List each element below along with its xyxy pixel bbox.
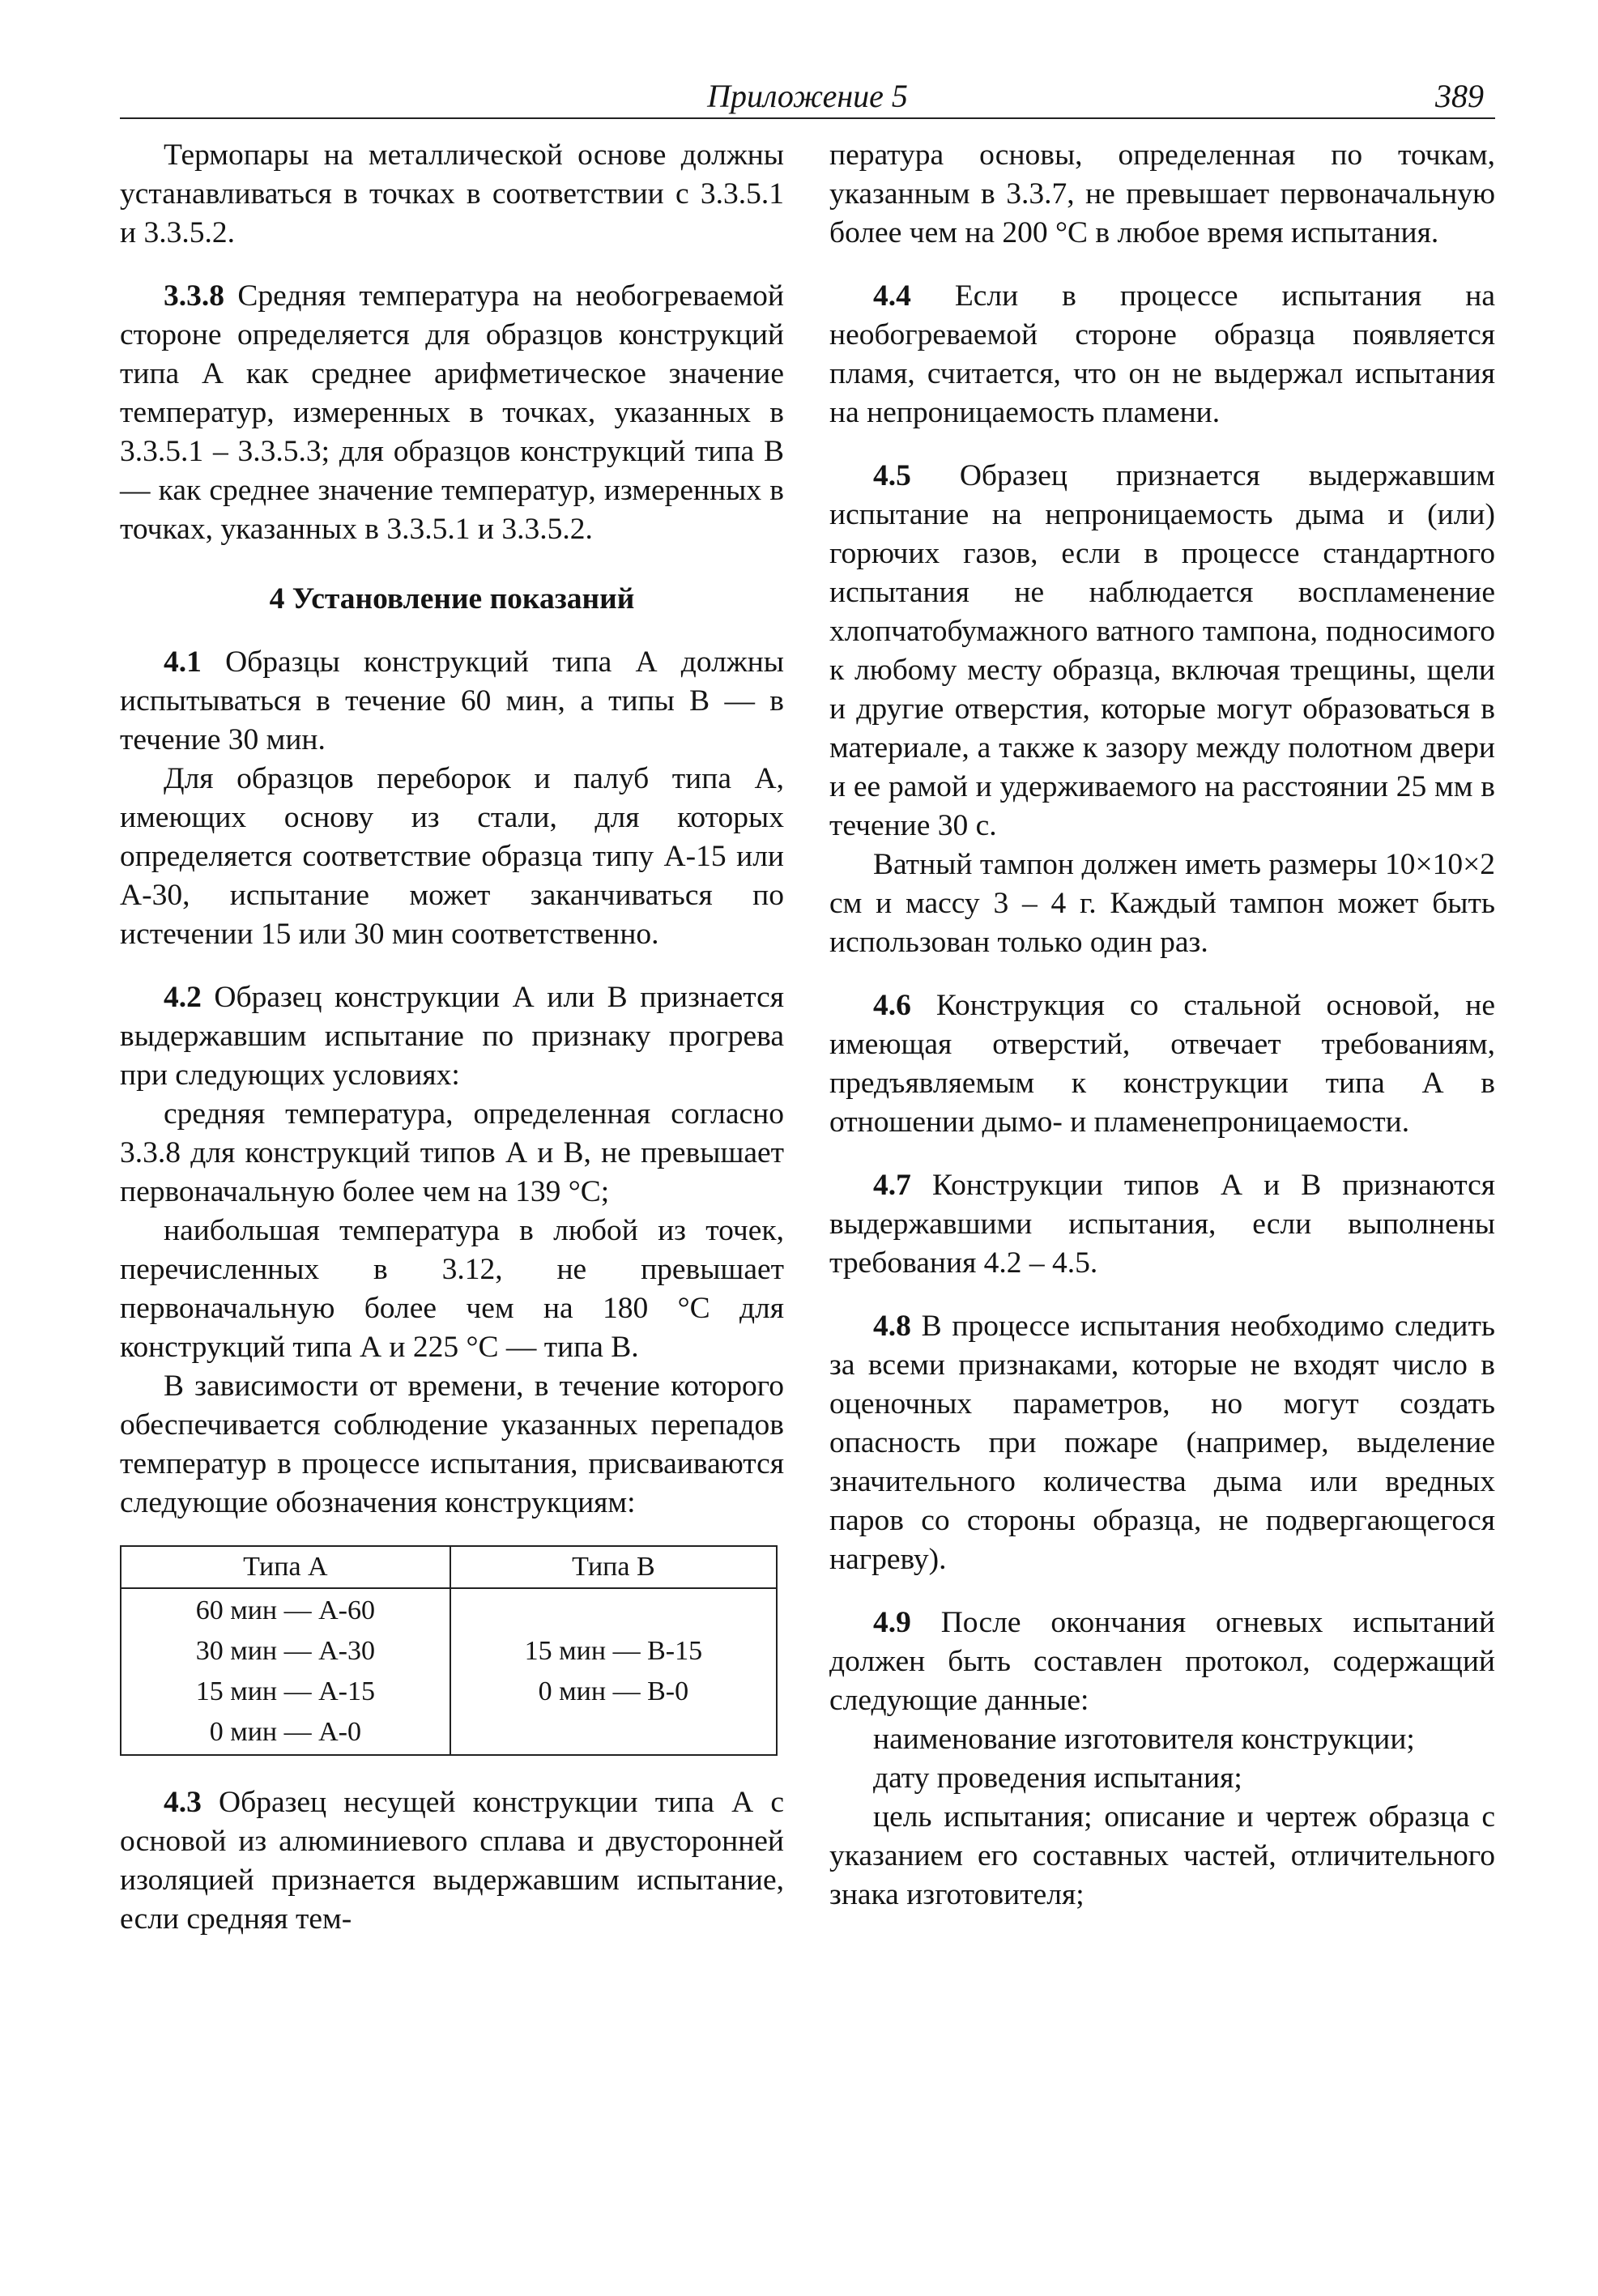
paragraph-thermocouples: Термопары на металлической основе должны устанавливаться в точках в соответствии с 3.3.5.1 и 3.3.5.2.: [120, 138, 784, 249]
column-header-type-a: Типа А: [121, 1546, 450, 1588]
clause-text: Образец несущей конструкции типа А с основой из алюминиевого сплава и двусторонней изоляцией признается выдержавшим испытание, если средняя тем-: [120, 1786, 784, 1936]
clause-number: 4.7: [873, 1169, 911, 1202]
header-rule: [120, 117, 1495, 119]
paragraph-4-1: [120, 643, 784, 760]
designation-table: [120, 1545, 778, 1756]
paragraph-4-5-swab: Ватный тампон должен иметь размеры 10×10×2 см и массу 3 – 4 г. Каждый тампон может быть использован только один раз.: [829, 848, 1495, 959]
paragraph-4-2-maximum: наибольшая температура в любой из точек, перечисленных в 3.12, не превышает первоначальную более чем на 180 °С для конструкций типа А и 225 °С — типа В.: [120, 1214, 784, 1364]
paragraph-4-2-designations: В зависимости от времени, в течение которого обеспечивается соблюдение указанных перепадов температур в процессе испытания, присваиваются следующие обозначения конструкциям:: [120, 1370, 784, 1519]
type-a-entry: 15 мин — А-15: [195, 1676, 375, 1706]
paragraph-4-6: [829, 986, 1495, 1142]
paragraph-4-8: [829, 1307, 1495, 1579]
paragraph-4-2: [120, 978, 784, 1095]
paragraph-3-3-8: [120, 277, 784, 549]
section-heading: 4 Установление показаний: [269, 582, 635, 616]
paragraph-4-1-steel: Для образцов переборок и палуб типа А, имеющих основу из стали, для которых определяется соответствие образца типу А-15 или А-30, испытание может заканчиваться по истечении 15 или 30 мин соответственно.: [120, 762, 784, 951]
table-header-row: [121, 1546, 777, 1588]
type-a-entry: 0 мин — А-0: [209, 1717, 361, 1747]
paragraph-4-7: [829, 1166, 1495, 1283]
paragraph-4-4: [829, 277, 1495, 432]
type-b-entry: 0 мин — В-0: [538, 1676, 689, 1706]
type-a-cell: [121, 1588, 450, 1755]
paragraph-4-9: [829, 1604, 1495, 1720]
clause-number: 4.5: [873, 459, 911, 492]
clause-number: 4.9: [873, 1606, 911, 1639]
table-row: [121, 1588, 777, 1755]
type-a-entry: 30 мин — А-30: [195, 1636, 375, 1666]
list-item: дату проведения испытания;: [873, 1761, 1242, 1795]
paragraph-4-2-average: средняя температура, определенная согласно 3.3.8 для конструкций типов А и В, не превышает первоначальную более чем на 139 °С;: [120, 1097, 784, 1208]
clause-number: 4.3: [164, 1786, 202, 1819]
clause-number: 4.1: [164, 645, 202, 679]
clause-text: Образец конструкции А или В признается выдержавшим испытание по признаку прогрева при следующих условиях:: [120, 981, 784, 1092]
clause-number: 4.6: [873, 989, 911, 1022]
paragraph-4-5: [829, 457, 1495, 846]
list-item: цель испытания; описание и чертеж образца с указанием его составных частей, отличительного знака изготовителя;: [829, 1800, 1495, 1911]
clause-number: 4.8: [873, 1310, 911, 1343]
clause-text: Образец признается выдержавшим испытание на непроницаемость дыма и (или) горючих газов, если в процессе стандартного испытания не наблюдается воспламенение хлопчатобумажного ватного тампона, подносимого к любому месту образца, включая трещины, щели и другие отверстия, которые могут образоваться в материале, а также к зазору между полотном двери и ее рамой и удерживаемого на расстоянии 25 мм в течение 30 с.: [829, 459, 1495, 842]
clause-text: В процессе испытания необходимо следить за всеми признаками, которые не входят число в оценочных параметров, но могут создать опасность при пожаре (например, выделение значительного количества дыма или вредных паров со стороны образца, не подвергающегося нагреву).: [829, 1310, 1495, 1576]
page-number: 389: [1435, 78, 1484, 114]
clause-number: 3.3.8: [164, 279, 224, 313]
list-item: наименование изготовителя конструкции;: [873, 1723, 1415, 1756]
clause-number: 4.2: [164, 981, 202, 1014]
clause-text: Если в процессе испытания на необогреваемой стороне образца появляется пламя, считается, что он не выдержал испытания на непроницаемость пламени.: [829, 279, 1495, 429]
paragraph-4-3: [120, 1783, 784, 1939]
type-a-entry: 60 мин — А-60: [195, 1595, 375, 1625]
running-header: [120, 77, 1495, 117]
clause-text: Образцы конструкций типа А должны испытываться в течение 60 мин, а типы В — в течение 30 мин.: [120, 645, 784, 756]
clause-text: Конструкция со стальной основой, не имеющая отверстий, отвечает требованиям, предъявляемым к конструкции типа А в отношении дымо- и пламенепроницаемости.: [829, 989, 1495, 1139]
right-column: [829, 136, 1495, 1915]
type-b-cell: [450, 1588, 777, 1755]
clause-text: Конструкции типов А и В признаются выдержавшими испытания, если выполнены требования 4.2 – 4.5.: [829, 1169, 1495, 1280]
header-title: Приложение 5: [707, 78, 908, 114]
left-column: [120, 136, 784, 1963]
column-header-type-b: Типа В: [450, 1546, 777, 1588]
paragraph-4-3-continued: пература основы, определенная по точкам, указанным в 3.3.7, не превышает первоначальную более чем на 200 °С в любое время испытания.: [829, 138, 1495, 249]
clause-text: После окончания огневых испытаний должен быть составлен протокол, содержащий следующие данные:: [829, 1606, 1495, 1717]
clause-number: 4.4: [873, 279, 911, 313]
type-b-entry: 15 мин — В-15: [524, 1636, 703, 1666]
clause-text: Средняя температура на необогреваемой стороне определяется для образцов конструкций типа А как среднее арифметическое значение температур, измеренных в точках, указанных в 3.3.5.1 – 3.3.5.3; для образцов конструкций типа В — как среднее значение температур, измеренных в точках, указанных в 3.3.5.1 и 3.3.5.2.: [120, 279, 784, 546]
